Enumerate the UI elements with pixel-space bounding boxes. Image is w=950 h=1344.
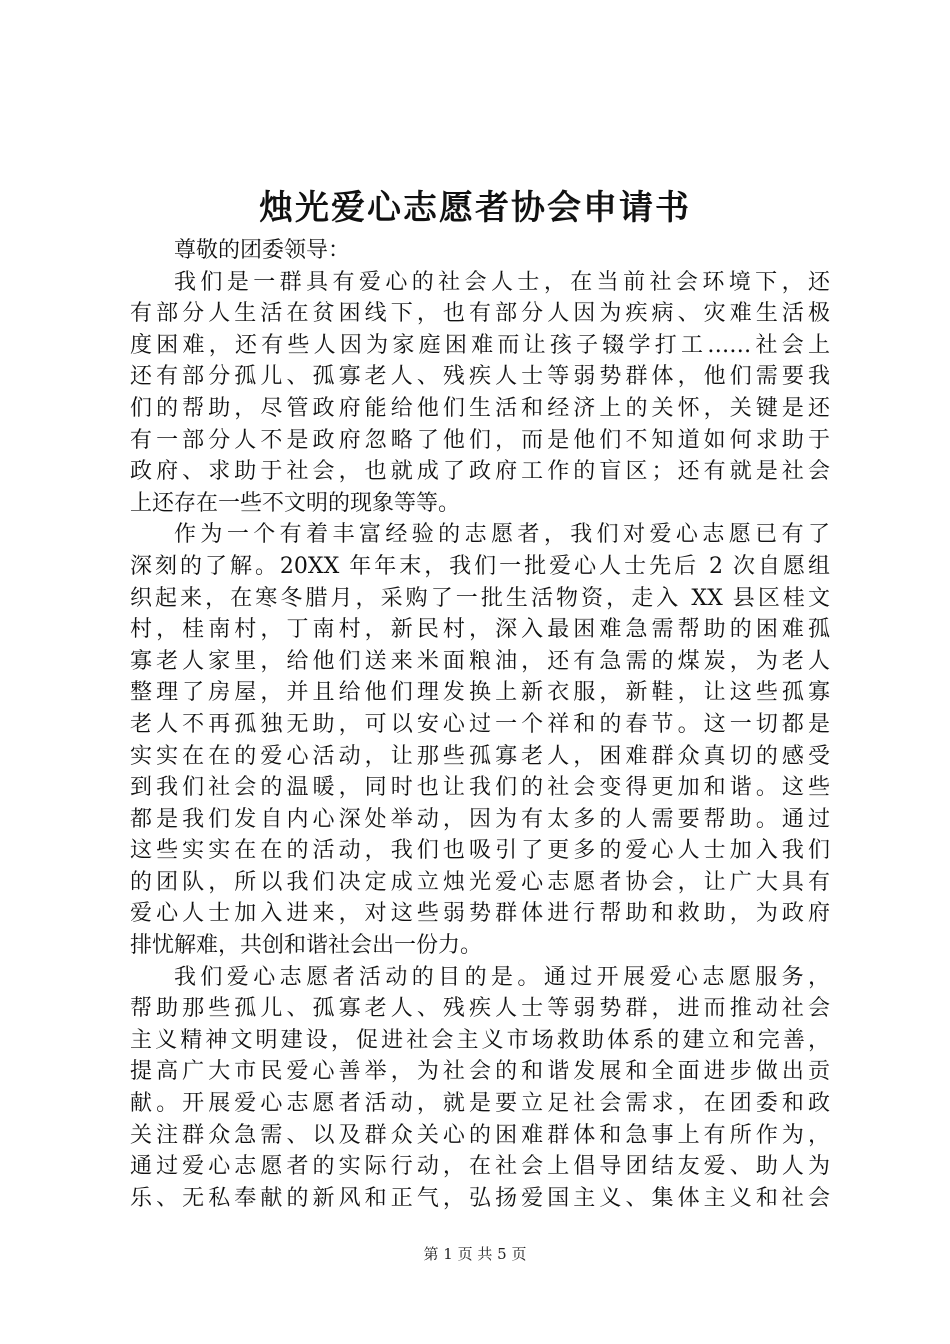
paragraph-line: 政府、求助于社会，也就成了政府工作的盲区；还有就是社会 [130, 459, 830, 485]
paragraph-line: 我们是一群具有爱心的社会人士，在当前社会环境下，还 [174, 269, 830, 295]
paragraph-line: 关注群众急需、以及群众关心的困难群体和急事上有所作为， [130, 1122, 830, 1148]
paragraph-line: 作为一个有着丰富经验的志愿者，我们对爱心志愿已有了 [174, 522, 830, 548]
paragraph-line: 村，桂南村，丁南村，新民村，深入最困难急需帮助的困难孤 [130, 617, 830, 643]
paragraph-line: 帮助那些孤儿、孤寡老人、残疾人士等弱势群，进而推动社会 [130, 996, 830, 1022]
paragraph-line: 主义精神文明建设，促进社会主义市场救助体系的建立和完善， [130, 1027, 830, 1053]
paragraph-line: 通过爱心志愿者的实际行动，在社会上倡导团结友爱、助人为 [130, 1154, 830, 1180]
paragraph-line: 乐、无私奉献的新风和正气，弘扬爱国主义、集体主义和社会 [130, 1185, 830, 1211]
page-footer: 第 1 页 共 5 页 [423, 1245, 527, 1263]
paragraph-line: 献。开展爱心志愿者活动，就是要立足社会需求，在团委和政 [130, 1091, 830, 1117]
paragraph-line: 实实在在的爱心活动，让那些孤寡老人，困难群众真切的感受 [130, 743, 830, 769]
paragraph-line: 深刻的了解。20XX 年年末，我们一批爱心人士先后 2 次自愿组 [130, 553, 830, 579]
paragraph-line: 都是我们发自内心深处举动，因为有太多的人需要帮助。通过 [130, 806, 830, 832]
paragraph-line: 有部分人生活在贫困线下，也有部分人因为疾病、灾难生活极 [130, 301, 830, 327]
salutation: 尊敬的团委领导： [174, 238, 351, 263]
paragraph-line: 排忧解难，共创和谐社会出一份力。 [130, 933, 483, 959]
paragraph-line: 有一部分人不是政府忽略了他们，而是他们不知道如何求助于 [130, 427, 830, 453]
paragraph-line: 我们爱心志愿者活动的目的是。通过开展爱心志愿服务， [174, 964, 830, 990]
paragraph-line: 还有部分孤儿、孤寡老人、残疾人士等弱势群体，他们需要我 [130, 364, 830, 390]
paragraph-line: 到我们社会的温暖，同时也让我们的社会变得更加和谐。这些 [130, 775, 830, 801]
paragraph [130, 267, 830, 520]
paragraph-line: 们的帮助，尽管政府能给他们生活和经济上的关怀，关键是还 [130, 395, 830, 421]
paragraph-line: 整理了房屋，并且给他们理发换上新衣服，新鞋，让这些孤寡 [130, 680, 830, 706]
paragraph-line: 这些实实在在的活动，我们也吸引了更多的爱心人士加入我们 [130, 838, 830, 864]
paragraph-line: 寡老人家里，给他们送来米面粮油，还有急需的煤炭，为老人 [130, 648, 830, 674]
paragraph [130, 519, 830, 961]
paragraph-line: 织起来，在寒冬腊月，采购了一批生活物资，走入 XX 县区桂文 [130, 585, 830, 611]
paragraph-line: 提高广大市民爱心善举，为社会的和谐发展和全面进步做出贡 [130, 1059, 830, 1085]
paragraph-line: 老人不再孤独无助，可以安心过一个祥和的春节。这一切都是 [130, 711, 830, 737]
paragraph [130, 962, 830, 1215]
paragraphs [130, 267, 830, 1215]
document-title: 烛光爱心志愿者协会申请书 [259, 188, 691, 228]
document-body [130, 235, 830, 1214]
paragraph-line: 度困难，还有些人因为家庭困难而让孩子辍学打工……社会上 [130, 332, 830, 358]
paragraph-line: 的团队，所以我们决定成立烛光爱心志愿者协会，让广大具有 [130, 869, 830, 895]
paragraph-line: 爱心人士加入进来，对这些弱势群体进行帮助和救助，为政府 [130, 901, 830, 927]
paragraph-line: 上还存在一些不文明的现象等等。 [130, 490, 461, 516]
